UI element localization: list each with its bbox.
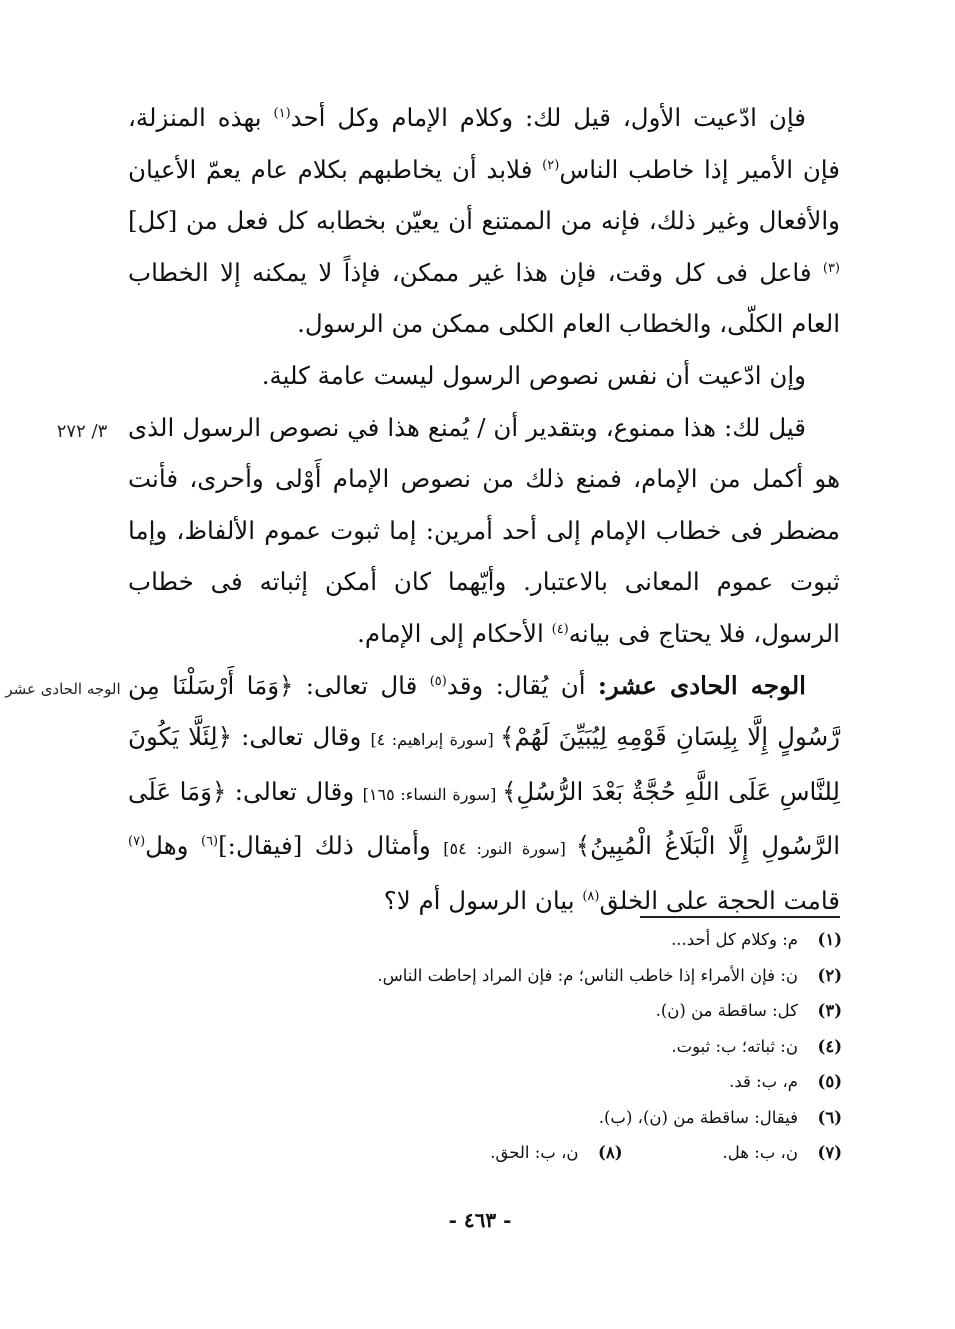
footnote bbox=[330, 1029, 842, 1065]
footnote-number: (٨) bbox=[598, 1143, 623, 1162]
paragraph-4 bbox=[128, 660, 840, 927]
footnote-number: (١) bbox=[817, 930, 842, 949]
footnote-ref-8[interactable]: (٨) bbox=[582, 888, 600, 904]
footnote-ref-3[interactable]: (٣) bbox=[822, 260, 840, 276]
quran-quote-3: ﴿وَمَا عَلَى الرَّسُولِ إِلَّا الْبَلَاغُ الْمُبِينُ﴾ bbox=[128, 776, 841, 861]
text-segment: أن يُقال: وقد bbox=[446, 670, 598, 700]
footnote-ref-4[interactable]: (٤) bbox=[551, 621, 569, 637]
paragraph-2: وإن ادّعيت أن نفس نصوص الرسول ليست عامة كلية. bbox=[261, 360, 806, 390]
footnote-ref-2[interactable]: (٢) bbox=[542, 157, 560, 173]
footnote-text: كل: ساقطة من (ن). bbox=[655, 1001, 798, 1020]
footnote bbox=[330, 1100, 842, 1136]
text-segment: قامت الحجة على الخلق bbox=[599, 885, 840, 915]
surah-reference: [سورة النساء: ١٦٥] bbox=[362, 784, 503, 804]
text-segment: وأمثال ذلك [فيقال:] bbox=[218, 831, 444, 861]
footnote-ref-1[interactable]: (١) bbox=[273, 105, 291, 121]
paragraph-1 bbox=[128, 92, 840, 350]
footnote bbox=[330, 922, 842, 958]
page-number: - ٤٦٣ - bbox=[448, 1208, 512, 1232]
footnotes bbox=[330, 922, 842, 1171]
text-segment: فإن ادّعيت الأول، قيل لك: وكلام الإمام وكل أحد bbox=[290, 103, 806, 132]
text-segment: بهذه المنزلة، فإن الأمير إذا خاطب الناس bbox=[128, 103, 840, 184]
footnote-text: ن: ثباته؛ ب: ثبوت. bbox=[671, 1036, 798, 1056]
footnote-text: ن: فإن الأمراء إذا خاطب الناس؛ م: فإن المراد إحاطت الناس. bbox=[377, 965, 798, 985]
text-segment: وقال تعالى: bbox=[226, 776, 363, 806]
quran-quote-2: ﴿لِئَلَّا يَكُونَ لِلنَّاسِ عَلَى اللَّهِ حُجَّةٌ بَعْدَ الرُّسُلِ﴾ bbox=[128, 722, 840, 806]
footnote-text: ن، ب: هل. bbox=[722, 1143, 798, 1162]
quran-quote-1: ﴿وَمَا أَرْسَلْنَا مِن رَّسُولٍ إِلَّا بِلِسَانِ قَوْمِهِ لِيُبَيِّنَ لَهُمْ﴾ bbox=[128, 670, 841, 752]
footnote-ref-7[interactable]: (٧) bbox=[128, 834, 146, 850]
text-segment: الأحكام إلى الإمام. bbox=[357, 618, 552, 648]
footnote bbox=[330, 993, 842, 1029]
footnote-text: فيقال: ساقطة من (ن)، (ب). bbox=[598, 1107, 798, 1127]
footnote bbox=[723, 1135, 842, 1171]
footnote-text: م، ب: قد. bbox=[729, 1072, 798, 1091]
text-segment: بيان الرسول أم لا؟ bbox=[383, 885, 583, 915]
margin-volume-page: ٣/ ٢٧٢ bbox=[56, 421, 108, 442]
surah-reference: [سورة النور: ٥٤] bbox=[443, 839, 576, 859]
footnote-text: م: وكلام كل أحد... bbox=[671, 930, 798, 949]
footnote-row bbox=[330, 1135, 842, 1171]
footnote-ref-5[interactable]: (٥) bbox=[429, 673, 447, 689]
text-segment: فلابد أن يخاطبهم بكلام عام يعمّ الأعيان والأفعال وغير ذلك، فإنه من الممتنع أن يعيّن بخطابه كل فعل من [كل] bbox=[128, 154, 840, 236]
footnote-number: (٤) bbox=[817, 1036, 842, 1056]
footnote-separator bbox=[640, 916, 840, 918]
text-segment: فاعل فى كل وقت، فإن هذا غير ممكن، فإذاً لا يمكنه إلا الخطاب العام الكلّى، والخطاب العام الكلى ممكن من الرسول. bbox=[128, 257, 840, 339]
paragraph-3 bbox=[128, 402, 840, 660]
text-segment: وهل bbox=[145, 831, 201, 861]
footnote-number: (٥) bbox=[817, 1072, 842, 1091]
main-text bbox=[128, 92, 840, 927]
footnote-number: (٣) bbox=[817, 1001, 842, 1020]
footnote bbox=[330, 1064, 842, 1100]
footnote bbox=[330, 958, 842, 994]
footnote-ref-6[interactable]: (٦) bbox=[200, 834, 219, 850]
footnote-text: ن، ب: الحق. bbox=[490, 1143, 579, 1162]
margin-section-label: الوجه الحادى عشر bbox=[5, 680, 121, 698]
text-segment: قيل لك: هذا ممنوع، وبتقدير أن / يُمنع هذا في نصوص الرسول الذى هو أكمل من الإمام، فمنع ذلك من نصوص الإمام أَوْلى وأحرى، فأنت مضطر فى خطاب الإمام إلى أحد أمرين: إما ثبوت عموم الألفاظ، وإما ثبوت عموم المعانى بالاعتبار. وأيّهما كان أمكن إثباته فى خطاب الرسول، فلا يحتاج فى بيانه bbox=[128, 412, 840, 648]
section-heading: الوجه الحادى عشر: bbox=[597, 670, 806, 700]
footnote-number: (٧) bbox=[817, 1143, 842, 1162]
footnote bbox=[490, 1135, 622, 1171]
surah-reference: [سورة إبراهيم: ٤] bbox=[370, 730, 501, 750]
footnote-number: (٦) bbox=[817, 1107, 842, 1127]
text-segment: قال تعالى: bbox=[293, 670, 430, 700]
text-segment: وقال تعالى: bbox=[231, 722, 371, 752]
footnote-number: (٢) bbox=[817, 965, 842, 985]
